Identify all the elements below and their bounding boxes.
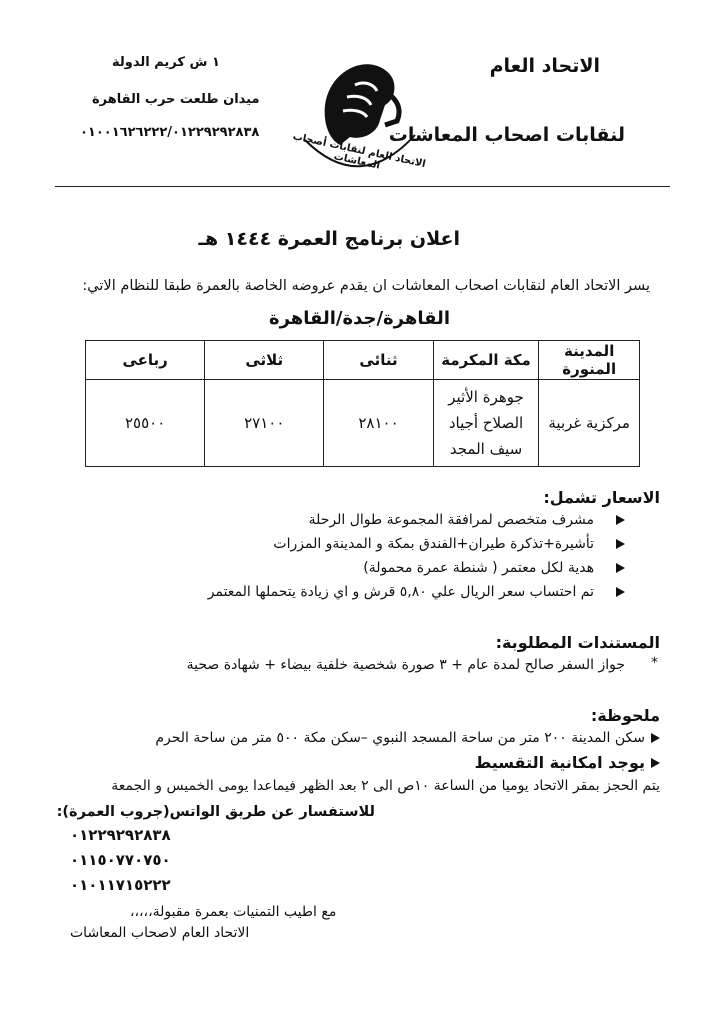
list-item-text: سكن المدينة ٢٠٠ متر من ساحة المسجد النبوي –سكن مكة ٥٠٠ متر من ساحة الحرم (155, 730, 645, 746)
list-item (155, 730, 660, 746)
cell-double-price: ٢٨١٠٠ (324, 380, 433, 467)
table-row (86, 380, 640, 467)
cell-makkah-hotels (433, 380, 539, 467)
cell-triple-price: ٢٧١٠٠ (205, 380, 324, 467)
org-line-2: لنقابات اصحاب المعاشات (388, 124, 625, 146)
inquiry-heading: للاستفسار عن طريق الواتس(جروب العمرة): (56, 804, 375, 820)
note-heading: ملحوظة: (590, 706, 660, 725)
page-title: اعلان برنامج العمرة ١٤٤٤ هـ (198, 228, 460, 250)
list-item (208, 584, 625, 600)
header-phones: ٠١٠٠١٦٢٦٢٢٢/٠١٢٢٩٢٩٢٨٣٨ (80, 125, 260, 140)
arrow-bullet-icon (616, 539, 625, 549)
list-item (363, 560, 625, 576)
prices-include-heading: الاسعار تشمل: (543, 488, 660, 507)
org-line-1: الاتحاد العام (489, 55, 600, 77)
arrow-bullet-icon (616, 563, 625, 573)
whatsapp-number: ٠١١٥٠٧٧٠٧٥٠ (70, 851, 171, 869)
closing-wish: مع اطيب التمنيات بعمرة مقبولة،،،،، (130, 904, 337, 920)
header-divider (55, 186, 670, 187)
list-item-text: تأشيرة+تذكرة طيران+الفندق بمكة و المدينةو المزرات (273, 536, 594, 552)
list-item-text: هدية لكل معتمر ( شنطة عمرة محمولة) (363, 560, 594, 576)
header-makkah: مكة المكرمة (433, 341, 539, 380)
whatsapp-number: ٠١٢٢٩٢٩٢٨٣٨ (70, 826, 171, 844)
installment-text: يوجد امكانية التقسيط (474, 753, 645, 772)
whatsapp-number: ٠١٠١١٧١٥٢٢٢ (70, 876, 171, 894)
documents-text: جواز السفر صالح لمدة عام + ٣ صورة شخصية خلفية بيضاء + شهادة صحية (186, 657, 625, 673)
intro-text: يسر الاتحاد العام لنقابات اصحاب المعاشات ان يقدم عروضه الخاصة بالعمرة طبقا للنظام الاتي: (82, 278, 650, 294)
header-madinah: المدينة المنورة (539, 341, 640, 380)
header-triple: ثلاثى (205, 341, 324, 380)
list-item-text: تم احتساب سعر الريال علي ٥,٨٠ قرش و اي زيادة يتحملها المعتمر (207, 584, 594, 600)
hotel-name: سيف المجد (449, 440, 523, 458)
cell-quad-price: ٢٥٥٠٠ (86, 380, 205, 467)
cell-madinah: مركزية غربية (539, 380, 640, 467)
list-item (273, 536, 625, 552)
table-header-row (86, 341, 640, 380)
header-double: ثنائى (324, 341, 433, 380)
address-line-1: ١ ش كريم الدولة (112, 55, 220, 70)
route-title: القاهرة/جدة/القاهرة (268, 308, 450, 329)
closing-signature: الاتحاد العام لاصحاب المعاشات (70, 925, 250, 941)
list-item (309, 512, 625, 528)
documents-marker: * (651, 655, 658, 671)
header-quad: رباعى (86, 341, 205, 380)
arrow-bullet-icon (616, 587, 625, 597)
logo-caption: الاتحاد العام لنقابات أصحاب المعاشات (291, 131, 427, 172)
prices-table (85, 340, 640, 467)
list-item-text: مشرف متخصص لمرافقة المجموعة طوال الرحلة (308, 512, 594, 528)
installment-line (475, 753, 660, 772)
documents-heading: المستندات المطلوبة: (495, 633, 660, 652)
hotel-name: جوهرة الأثير (448, 388, 524, 406)
booking-text: يتم الحجز بمقر الاتحاد يوميا من الساعة ١٠ص الى ٢ بعد الظهر فيماعدا يومى الخميس و الجمعة (111, 778, 660, 794)
address-line-2: ميدان طلعت حرب القاهرة (92, 92, 260, 107)
hotel-name: الصلاح أجياد (448, 414, 524, 432)
arrow-bullet-icon (651, 758, 660, 768)
arrow-bullet-icon (651, 733, 660, 743)
arrow-bullet-icon (616, 515, 625, 525)
